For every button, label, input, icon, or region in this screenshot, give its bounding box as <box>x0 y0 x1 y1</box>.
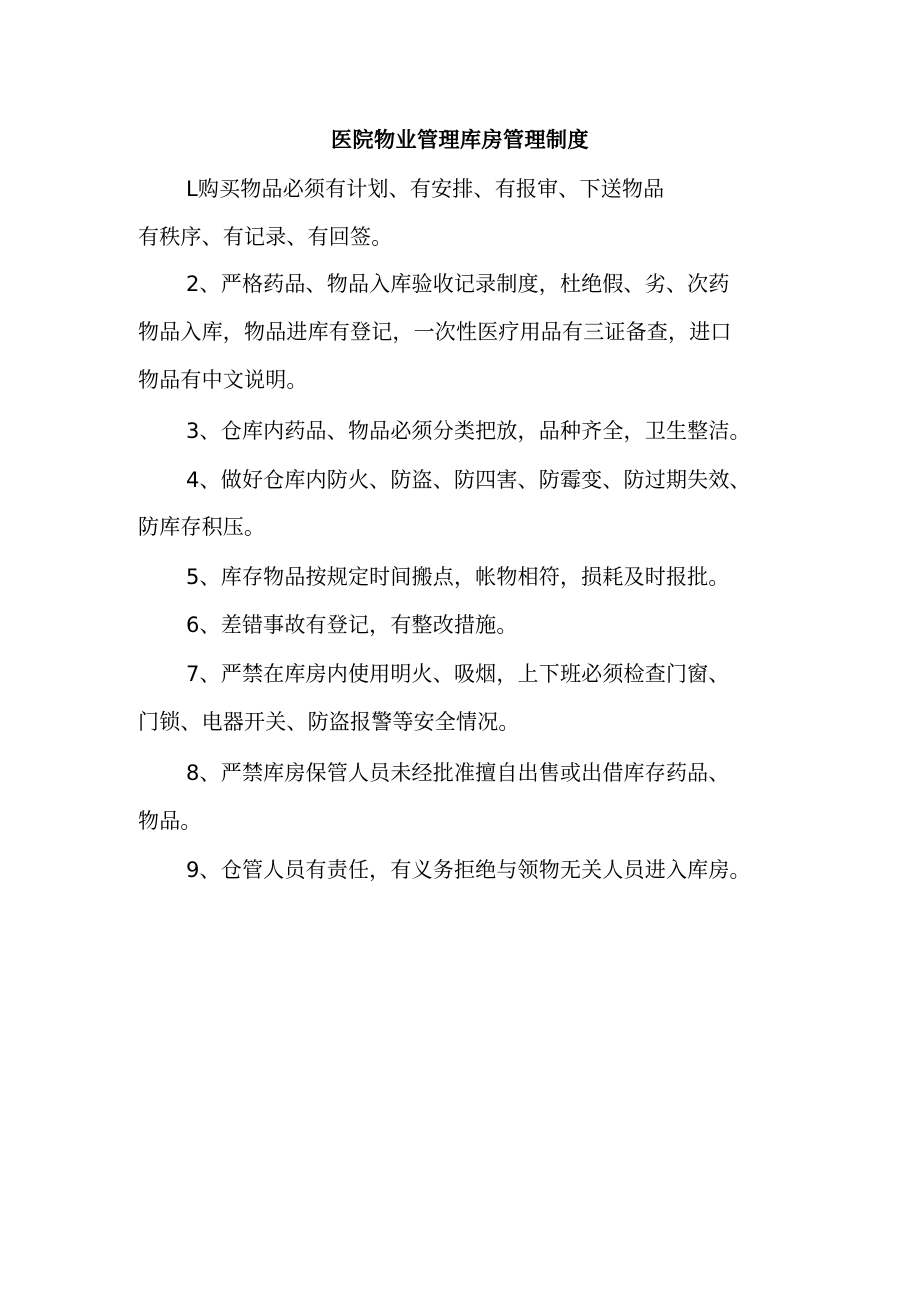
item-2-line-2: 物品入库，物品进库有登记，一次性医疗用品有三证备查，进口 <box>138 320 732 344</box>
document-title: 医院物业管理库房管理制度 <box>331 128 589 152</box>
item-7-line-1: 7、严禁在库房内使用明火、吸烟，上下班必须检查门窗、 <box>186 662 730 686</box>
item-4-line-1: 4、做好仓库内防火、防盗、防四害、防霉变、防过期失效、 <box>186 468 751 492</box>
item-3-line-1: 3、仓库内药品、物品必须分类把放，品种齐全，卫生整洁。 <box>186 419 751 443</box>
item-8-line-2: 物品。 <box>138 809 202 833</box>
item-2-line-1: 2、严格药品、物品入库验收记录制度，杜绝假、劣、次药 <box>186 272 730 296</box>
item-2-line-3: 物品有中文说明。 <box>138 368 308 392</box>
item-9-line-1: 9、仓管人员有责任，有义务拒绝与领物无关人员进入库房。 <box>186 858 751 882</box>
item-1-line-1: L购买物品必须有计划、有安排、有报审、下送物品 <box>186 177 665 201</box>
item-1-line-2: 有秩序、有记录、有回签。 <box>138 225 393 249</box>
item-8-line-1: 8、严禁库房保管人员未经批准擅自出售或出借库存药品、 <box>186 761 730 785</box>
item-4-line-2: 防库存积压。 <box>138 515 266 539</box>
item-7-line-2: 门锁、电器开关、防盗报警等安全情况。 <box>138 710 520 734</box>
item-5-line-1: 5、库存物品按规定时间搬点，帐物相符，损耗及时报批。 <box>186 565 730 589</box>
item-6-line-1: 6、差错事故有登记，有整改措施。 <box>186 613 518 637</box>
